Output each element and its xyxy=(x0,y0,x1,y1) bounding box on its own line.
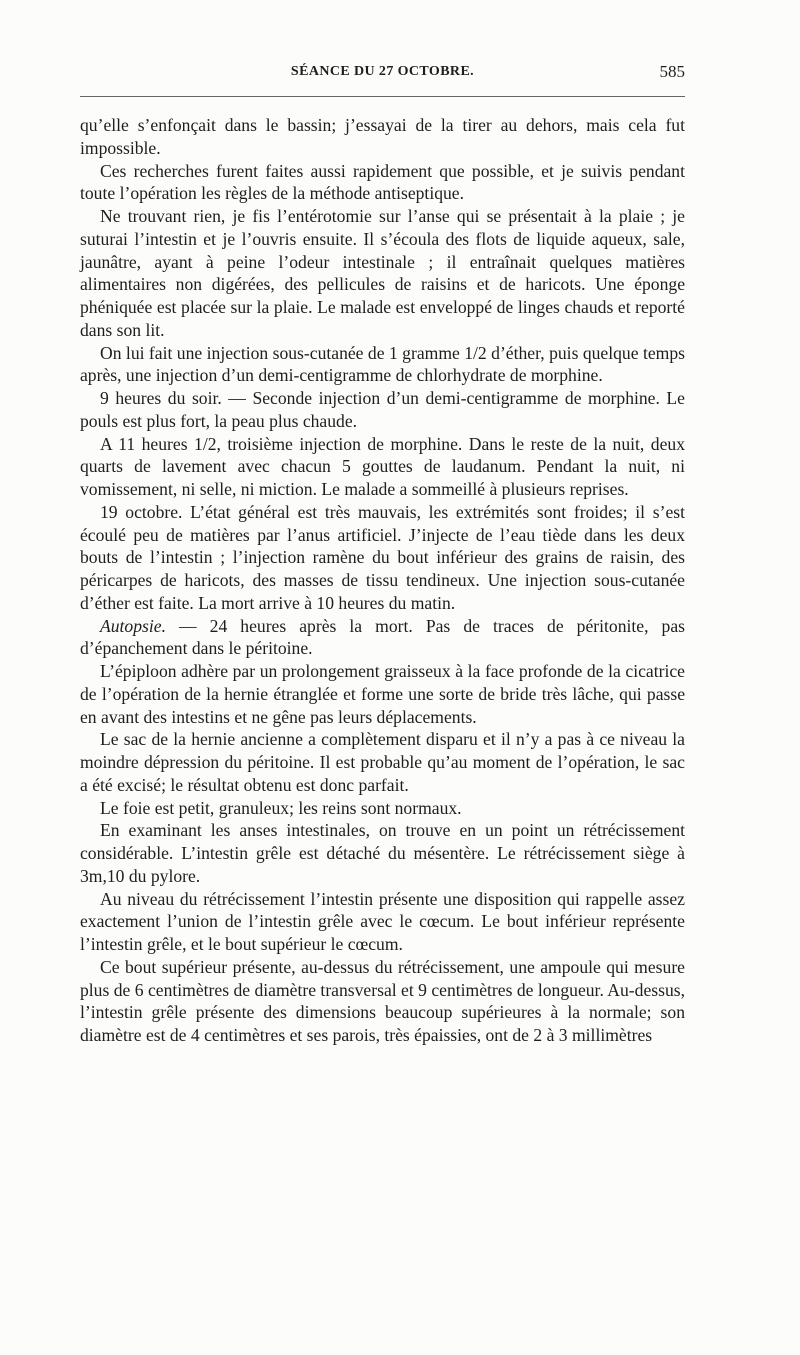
paragraph: Ne trouvant rien, je fis l’entérotomie sur l’anse qui se présentait à la plaie ; je suturai l’intestin et je l’ouvris ensuite. Il s’écoula des flots de liquide aqueux, sale, jaunâtre, ayant à peine l’odeur intestinale ; il entraînait quelques matières alimentaires non digérées, des pellicules de raisins et de haricots. Une éponge phéniquée est placée sur la plaie. Le malade est enveloppé de linges chauds et reporté dans son lit. xyxy=(80,206,685,340)
page-number: 585 xyxy=(659,62,685,81)
page-header xyxy=(80,58,685,88)
autopsy-label: Autopsie. xyxy=(100,615,166,636)
paragraph: On lui fait une injection sous-cutanée de 1 gramme 1/2 d’éther, puis quelque temps après, une injection d’un demi-centigramme de chlorhydrate de morphine. xyxy=(80,342,685,386)
paragraph: Au niveau du rétrécissement l’intestin présente une disposition qui rappelle assez exactement l’union de l’intestin grêle avec le cœcum. Le bout inférieur représente l’intestin grêle, et le bout supérieur le cœcum. xyxy=(80,888,685,954)
paragraph-autopsy xyxy=(80,615,685,661)
header-rule xyxy=(80,96,685,97)
paragraph: L’épiploon adhère par un prolongement graisseux à la face profonde de la cicatrice de l’opération de la hernie étranglée et forme une sorte de bride très lâche, qui passe en avant des intestins et ne gêne pas leurs déplacements. xyxy=(80,661,685,727)
paragraph: Le foie est petit, granuleux; les reins sont normaux. xyxy=(100,797,462,818)
paragraph: Ces recherches furent faites aussi rapidement que possible, et je suivis pendant toute l’opération les règles de la méthode antiseptique. xyxy=(80,160,685,204)
paragraph: 9 heures du soir. — Seconde injection d’un demi-centigramme de morphine. Le pouls est plus fort, la peau plus chaude. xyxy=(80,388,685,431)
paragraph: En examinant les anses intestinales, on trouve en un point un rétrécissement considérable. L’intestin grêle est détaché du mésentère. Le rétrécissement siège à 3m,10 du pylore. xyxy=(80,820,685,886)
paragraph: A 11 heures 1/2, troisième injection de morphine. Dans le reste de la nuit, deux quarts de lavement avec chacun 5 gouttes de laudanum. Pendant la nuit, ni vomissement, ni selle, ni miction. Le malade a sommeillé à plusieurs reprises. xyxy=(80,433,685,499)
book-page xyxy=(80,58,685,1047)
running-title: SÉANCE DU 27 OCTOBRE. xyxy=(290,64,475,79)
paragraph: Ce bout supérieur présente, au-dessus du rétrécissement, une ampoule qui mesure plus de 6 centimètres de diamètre transversal et 9 centimètres de longueur. Au-dessus, l’intestin grêle présente des dimensions beaucoup supérieures à la normale; son diamètre est de 4 centimètres et ses parois, très épaissies, ont de 2 à 3 millimètres xyxy=(80,956,685,1045)
autopsy-text: — 24 heures après la mort. Pas de traces de péritonite, pas d’épanchement dans le péritoine. xyxy=(80,615,685,659)
body-text xyxy=(80,114,685,1047)
paragraph: Le sac de la hernie ancienne a complètement disparu et il n’y a pas à ce niveau la moindre dépression du péritoine. Il est probable qu’au moment de l’opération, le sac a été excisé; le résultat obtenu est donc parfait. xyxy=(80,729,685,795)
paragraph: 19 octobre. L’état général est très mauvais, les extrémités sont froides; il s’est écoulé peu de matières par l’anus artificiel. J’injecte de l’eau tiède dans les deux bouts de l’intestin ; l’injection ramène du bout inférieur des grains de raisin, des péricarpes de haricots, des masses de tissu tendineux. Une injection sous-cutanée d’éther est faite. La mort arrive à 10 heures du matin. xyxy=(80,501,685,613)
paragraph: qu’elle s’enfonçait dans le bassin; j’essayai de la tirer au dehors, mais cela fut impossible. xyxy=(80,115,685,158)
